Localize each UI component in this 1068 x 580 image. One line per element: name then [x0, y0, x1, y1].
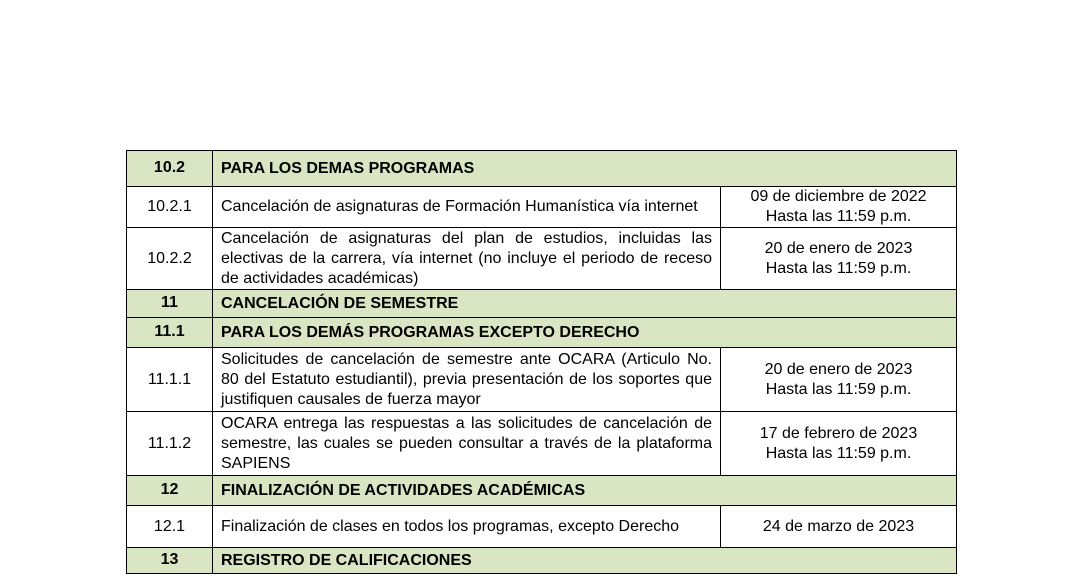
section-title: FINALIZACIÓN DE ACTIVIDADES ACADÉMICAS [221, 481, 586, 499]
academic-calendar-table [126, 150, 957, 574]
deadline-date: 24 de marzo de 2023 [762, 517, 915, 535]
section-title-cell [213, 548, 957, 574]
section-row [127, 290, 957, 318]
calendar-table-body [127, 151, 957, 574]
section-title: PARA LOS DEMÁS PROGRAMAS EXCEPTO DERECHO [221, 323, 640, 341]
item-number: 11.1.2 [127, 412, 213, 476]
section-title-cell [213, 476, 957, 506]
section-title-cell [213, 151, 957, 187]
section-number: 13 [127, 548, 213, 574]
item-description: OCARA entrega las respuestas a las solicitudes de cancelación de semestre, las cuales se pueden consultar a través de la plataforma SAPIENS [213, 412, 721, 476]
section-title: REGISTRO DE CALIFICACIONES [221, 551, 472, 569]
item-description: Solicitudes de cancelación de semestre ante OCARA (Articulo No. 80 del Estatuto estudiantil), previa presentación de los soportes que justifiquen causales de fuerza mayor [213, 348, 721, 412]
deadline-date: 17 de febrero de 2023 [759, 424, 918, 442]
section-row [127, 151, 957, 187]
section-title-cell [213, 290, 957, 318]
deadline-date: 09 de diciembre de 2022 [750, 188, 927, 205]
item-description: Cancelación de asignaturas de Formación Humanística vía internet [213, 187, 721, 228]
table-row [127, 348, 957, 412]
section-row [127, 548, 957, 574]
section-number: 12 [127, 476, 213, 506]
table-row [127, 506, 957, 548]
item-deadline [721, 228, 957, 290]
item-deadline [721, 187, 957, 228]
deadline-date: 20 de enero de 2023 [764, 360, 913, 378]
item-deadline [721, 348, 957, 412]
item-number: 10.2.1 [127, 187, 213, 228]
section-row [127, 318, 957, 348]
section-number: 10.2 [127, 151, 213, 187]
section-title: CANCELACIÓN DE SEMESTRE [221, 294, 459, 312]
item-deadline [721, 506, 957, 548]
item-number: 10.2.2 [127, 228, 213, 290]
section-title: PARA LOS DEMAS PROGRAMAS [221, 159, 475, 177]
section-row [127, 476, 957, 506]
item-number: 11.1.1 [127, 348, 213, 412]
deadline-time: Hasta las 11:59 p.m. [765, 259, 912, 277]
item-description: Cancelación de asignaturas del plan de estudios, incluidas las electivas de la carrera, vía internet (no incluye el periodo de receso de actividades académicas) [213, 228, 721, 290]
item-number: 12.1 [127, 506, 213, 548]
section-title-cell [213, 318, 957, 348]
item-deadline [721, 412, 957, 476]
deadline-time: Hasta las 11:59 p.m. [765, 208, 912, 225]
table-row [127, 187, 957, 228]
table-row [127, 228, 957, 290]
deadline-date: 20 de enero de 2023 [764, 239, 913, 257]
deadline-time: Hasta las 11:59 p.m. [765, 444, 912, 462]
section-number: 11.1 [127, 318, 213, 348]
section-number: 11 [127, 290, 213, 318]
item-description: Finalización de clases en todos los programas, excepto Derecho [213, 506, 721, 548]
deadline-time: Hasta las 11:59 p.m. [765, 380, 912, 398]
table-row [127, 412, 957, 476]
